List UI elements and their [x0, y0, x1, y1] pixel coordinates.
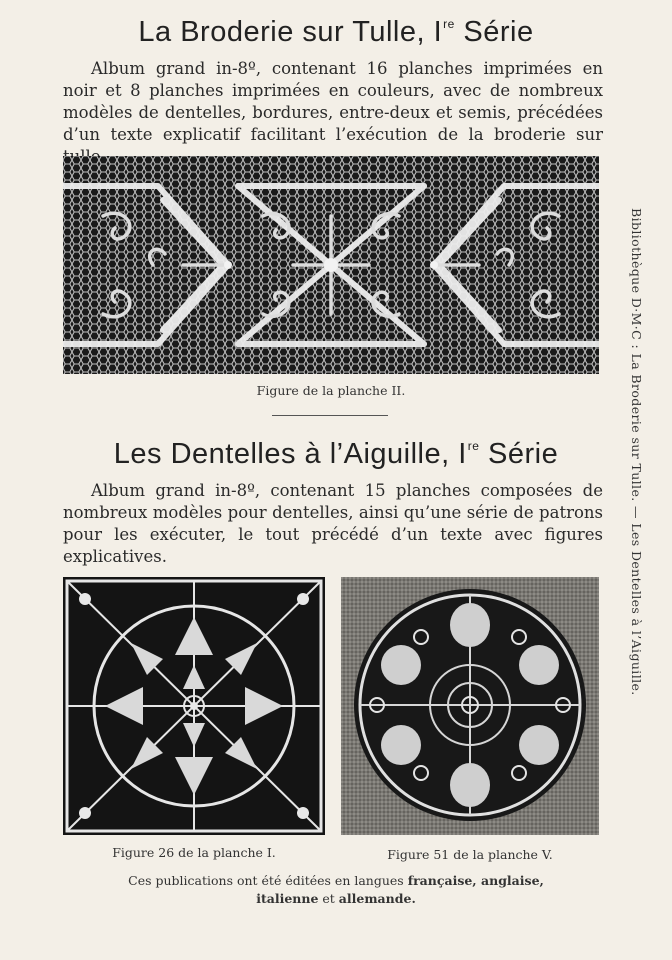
section1-title-main: La Broderie sur Tulle, I [138, 16, 443, 48]
section1-title [0, 16, 672, 49]
section2-description: Album grand in-8º, contenant 15 planches composées de nombreux modèles pour dentelles, ainsi qu’une série de patrons pour les exécuter, le tout précédé d’un texte avec figures explicatives. [63, 481, 603, 566]
tulle-figure-caption: Figure de la planche II. [256, 383, 406, 398]
footer-line-1 [0, 873, 672, 888]
section2-title [0, 438, 672, 471]
section-divider [272, 415, 388, 416]
footer-line1-prefix: Ces publications ont été éditées en langues [128, 873, 408, 888]
needle-lace-figure-26 [63, 577, 325, 835]
footer-line2-mid: et [318, 891, 339, 906]
section2-title-sup: re [467, 439, 480, 453]
figure-26-caption: Figure 26 de la planche I. [112, 845, 276, 860]
footer-line2-bold-a: italienne [256, 891, 319, 906]
section2-title-main: Les Dentelles à l’Aiguille, I [113, 438, 467, 470]
footer-line1-bold: française, anglaise, [407, 873, 544, 888]
tulle-figure [63, 156, 599, 374]
footer-line-2 [0, 891, 672, 906]
section1-description: Album grand in-8º, contenant 16 planches imprimées en noir et 8 planches imprimées en couleurs, avec de nombreux modèles de dentelles, bordures, entre-deux et semis, précédées d’un texte explicatif facilitant l’exécution de la broderie sur [63, 59, 603, 144]
section1-title-sup: re [443, 17, 455, 31]
round-lace-image [341, 577, 599, 835]
figure-51-caption: Figure 51 de la planche V. [387, 847, 553, 862]
needle-lace-figure-51 [341, 577, 599, 835]
section1-title-end: Série [454, 16, 534, 48]
square-lace-image [63, 577, 325, 835]
section2-title-end: Série [479, 438, 559, 470]
footer-line2-bold-b: allemande. [338, 891, 416, 906]
tulle-lace-image [63, 156, 599, 374]
sidebar-series-title: Bibliothèque D·M·C : La Broderie sur Tulle. — Les Dentelles à l’Aiguille. [629, 208, 644, 696]
